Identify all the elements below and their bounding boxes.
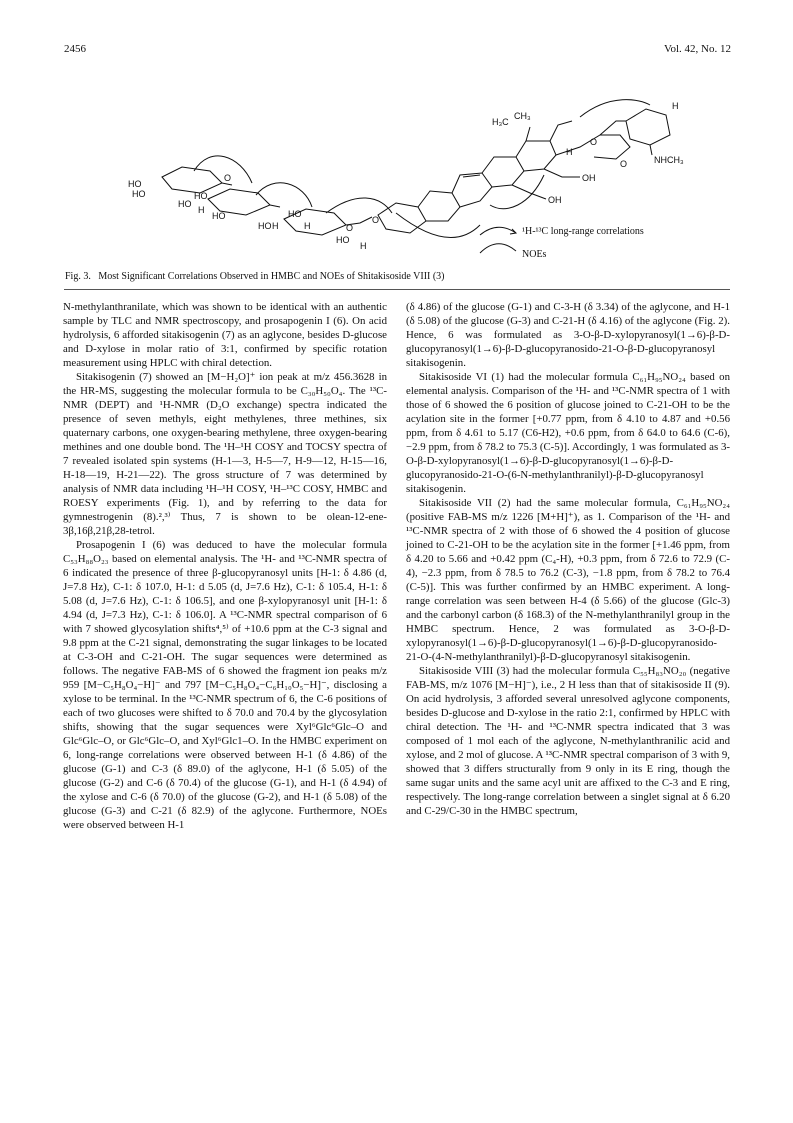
label-ho-6: HO: [288, 209, 302, 219]
hmbc-arrow-2: [256, 183, 312, 207]
paragraph: Sitakisogenin (7) showed an [M−H₂O]⁺ ion peak at m/z 456.3628 in the HR-MS, suggesting the molecular formula to be C₃₀H₅₀O₄. The ¹³C-NMR (DEPT) and ¹H-NMR (D₂O exchange) spectra indicated the presence of seven methyls, eight methylenes, three methines, six quaternary carbons, one oxygen-bearing methylene, three oxygen-bearing methines and one double bond. The ¹H–¹H COSY and TOCSY spectra of 7 revealed isolated spin systems (H-1—3, H-5—7, H-9—12, H-15—16, H-18—19, H-21—22). The gross structure of 7 was determined by analysis of NMR data including ¹H–¹H COSY, ¹H–¹³C COSY, HMBC and ROESY experiments (Fig. 1), and by referring to the data for gymnestrogenin (8).²,³⁾ Thus, 7 is shown to be olean-12-ene-3β,16β,21β,28-tetrol.: [63, 371, 387, 537]
label-oh-1: OH: [582, 173, 596, 183]
label-ho-3: HO: [178, 199, 192, 209]
hmbc-arrow-4: [490, 175, 544, 209]
xylose-ring: [162, 167, 222, 193]
label-ho-7: HO: [258, 221, 272, 231]
figure-caption: [65, 271, 445, 282]
label-ho-5: HO: [212, 211, 226, 221]
paragraph: N-methylanthranilate, which was shown to be identical with an authentic sample by TLC and NMR spectroscopy, and prosapogenin I (6). On acid hydrolysis, 6 afforded sitakisogenin (7) as an aglycone, besides D-glucose and D-xylose in molar ratio of 3:1, confirmed by specific rotation measurement using HPLC with chiral detection.: [63, 301, 387, 369]
paragraph: Prosapogenin I (6) was deduced to have the molecular formula C₅₃H₈₈O₂₃ based on elemental analysis. The ¹H- and ¹³C-NMR spectra of 6 indicated the presence of three β-glucopyranosyl units [H-1: δ 4.86 (d, J=7.8 Hz), C-1: δ 107.0, H-1: d 5.05 (d, J=7.6 Hz), C-1: δ 105.4, H-1: δ 5.08 (d, J=7.6 Hz), C-1: δ 106.5], and one β-xylopyranosyl unit [H-1: δ 4.94 (d, J=7.3 Hz), C-1: δ 106.0]. A ¹³C-NMR spectral comparison of 6 with 7 showed glycosylation shifts⁴,⁵⁾ of +10.6 ppm at the C-3 signal and 9.8 ppm at the C-21 signal, demonstrating the sugar linkages to be located at C-3-OH and C-21-OH. The sugar sequences were determined as follows. The negative FAB-MS of 6 showed the fragment ion peaks m/z 959 [M−C₅H₈O₄−H]⁻ and 797 [M−C₅H₈O₄−C₆H₁₀O₅−H]⁻, disclosing a xylose to be terminal. In the ¹³C-NMR spectrum of 6, the C-6 positions of each of two glucoses were shifted to δ 70.0 and 70.4 by the glycosylation shifts, showing that the sugar sequences were Xyl⁶Glc⁶Glc–O and Glc⁶Glc–O, or Glc⁶Glc–O, and Xyl⁶Glc1–O. In the HMBC experiment on 6, long-range correlations were observed between H-1 (δ 4.86) of the glucose (G-1) and C-3 (δ 89.0) of the aglycone, H-1 (δ 5.05) of the glucose (G-2) and C-6 (δ 70.4) of the glucose (G-1), and H-1 (δ 4.94) of the xylose and C-6 (δ 70.0) of the glucose (G-2), and H-1 (δ 5.08) of the glucose (G-3) and C-21 (δ 82.9) of the aglycone. Furthermore, NOEs were observed between H-1: [63, 539, 387, 831]
label-nhch3: NHCH₃: [654, 155, 684, 165]
label-ch3: CH₃: [514, 111, 531, 121]
page-number: 2456: [64, 43, 86, 55]
label-h-mid: H: [566, 147, 573, 157]
noe-arc-1: [580, 100, 650, 117]
ring-c: [452, 173, 492, 207]
right-column: [406, 300, 730, 818]
label-h-1: H: [198, 205, 205, 215]
label-ho-2: HO: [132, 189, 146, 199]
hmbc-arrow-3: [326, 198, 392, 213]
label-ho-8: HO: [336, 235, 350, 245]
label-o-3: O: [224, 173, 232, 183]
paragraph: (δ 4.86) of the glucose (G-1) and C-3-H (δ 3.34) of the aglycone, and H-1 (δ 5.08) of the glucose (G-3) and C-21-H (δ 4.16) of the aglycone (Fig. 2). Hence, 6 was formulated as 3-O-β-D-xylopyranosyl(1→6)-β-D-glucopyranosyl(1→6)-β-D-glucopyranosido-21-O-β-D-glucopyranosyl sitakisogenin.: [406, 301, 730, 369]
legend-noe-mark: [480, 244, 516, 253]
journal-volume: Vol. 42, No. 12: [663, 43, 731, 55]
label-o-5: O: [372, 215, 380, 225]
label-h-4: H: [360, 241, 367, 251]
paragraph: Sitakisoside VI (1) had the molecular formula C₆₁H₉₅NO₂₄ based on elemental analysis. Comparison of the ¹H- and ¹³C-NMR spectra of 1 with those of 6 showed the 6 position of glucose joined to C-21-OH to be the acylation site in the former [+0.77 ppm, from δ 4.10 to 4.87 and +0.56 ppm, from δ 4.61 to 5.17 (C6-H2), +0.6 ppm, from δ 64.0 to 64.6 (C-6), −2.9 ppm, from δ 78.2 to 75.3 (C-5)]. Accordingly, 1 was formulated as 3-O-β-D-xylopyranosyl(1→6)-β-D-glucopyranosyl(1→6)-β-D-glucopyranosido-21-O-(6-N-methylanthranilyl)-β-D-glucopyranosyl sitakisogenin.: [406, 371, 730, 495]
caption-text: Most Significant Correlations Observed in HMBC and NOEs of Shitakisoside VIII (3): [98, 271, 445, 282]
label-h-3: H: [304, 221, 311, 231]
paragraph: Sitakisoside VIII (3) had the molecular formula C₅₅H₈₃NO₂₀ (negative FAB-MS, m/z 1076 [M−H]⁻), i.e., 2 H less than that of sitakisoside II (9). On acid hydrolysis, 3 afforded several unresolved aglycone components, besides D-glucose and D-xylose in the ratio 2:1, confirmed by HPLC with chiral detection. The ¹H- and ¹³C-NMR spectra indicated that 3 was composed of 1 mol each of the aglycone, N-methylanthranilic acid and xylose, and 2 mol of glucose. A ¹³C-NMR spectral comparison of 3 with 9, showed that 3 differs structurally from 9 only in its E ring, though the same sugar units and the same acyl unit are affixed to the C-3 and E ring, respectively. The long-range correlation between a singlet signal at δ 6.20 and C-29/C-30 in the HMBC spectrum,: [406, 665, 730, 817]
label-ho-4: HO: [194, 191, 208, 201]
label-o-1: O: [590, 137, 598, 147]
paragraph: Sitakisoside VII (2) had the same molecular formula, C₆₁H₉₅NO₂₄ (positive FAB-MS m/z 1226 [M+H]⁺), as 1. Comparison of the ¹H- and ¹³C-NMR spectra of 2 with those of 6 showed the 4 position of glucose joined to C-21-OH to be the acylation site in the former [+1.46 ppm, from δ 4.20 to 5.66 and +0.42 ppm (C₄-H), +0.3 ppm, from δ 72.6 to 72.9 (C-4), −2.3 ppm, from δ 78.5 to 76.2 (C-3), −1.8 ppm, from δ 78.2 to 76.4 (C-5)]. This was further confirmed by an HMBC experiment. A long-range correlation was seen between H-4 (δ 5.66) of the glucose (Glc-3) and the carbonyl carbon (δ 168.3) of the N-methylanthranilyl group in the HMBC spectrum. Hence, 2 was formulated as 3-O-β-D-xylopyranosyl(1→6)-β-D-glucopyranosyl(1→6)-β-D-glucopyranosido-21-O-(4-N-methylanthranilyl)-β-D-glucopyranosyl sitakisogenin.: [406, 497, 730, 663]
label-oh-2: OH: [548, 195, 562, 205]
label-o-4: O: [346, 223, 354, 233]
label-h-top: H: [672, 101, 679, 111]
caption-label: Fig. 3.: [65, 271, 91, 282]
label-h-2: H: [272, 221, 279, 231]
label-o-2: O: [620, 159, 628, 169]
structure-figure: [60, 95, 740, 275]
noe-arc-2: [396, 213, 480, 238]
legend-noe: NOEs: [522, 249, 547, 260]
caption-rule: [64, 289, 730, 290]
label-ho-1: HO: [128, 179, 142, 189]
label-h3c: H₃C: [492, 117, 509, 127]
ring-b: [418, 191, 460, 221]
legend-hmbc: ¹H-¹³C long-range correlations: [522, 226, 644, 237]
left-column: [63, 300, 387, 832]
anthranilate-ring: [626, 109, 670, 145]
